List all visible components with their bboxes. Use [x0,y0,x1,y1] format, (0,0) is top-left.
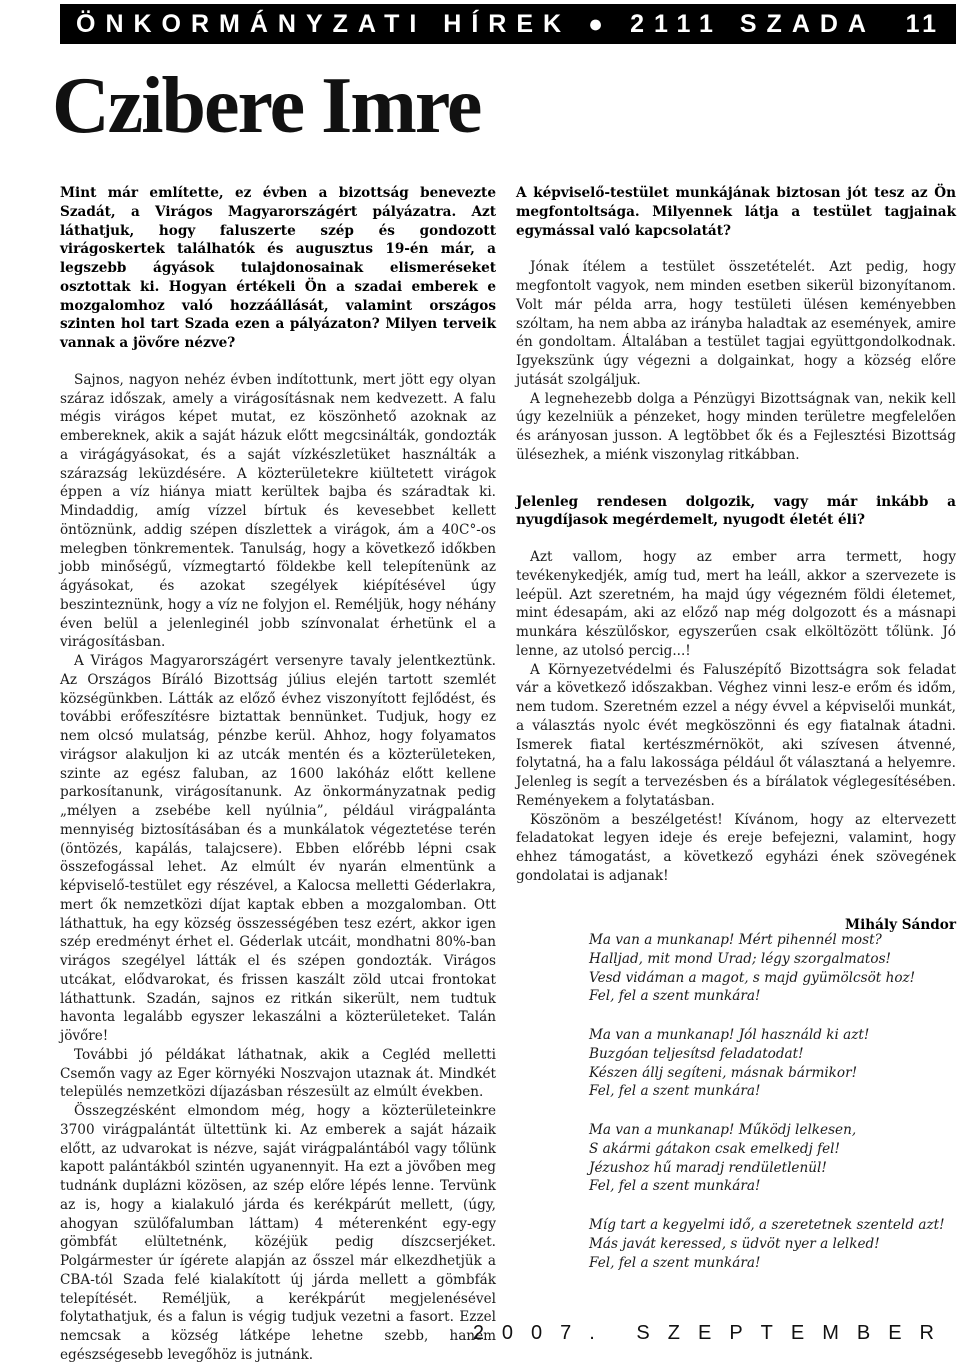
author-signature: Mihály Sándor [845,916,956,933]
poem-line: Ma van a munkanap! Jól használd ki azt! [589,1027,870,1043]
body-paragraph: A Környezetvédelmi és Faluszépítő Bizottságra sok feladat vár a következő időszakban. Véghez vinni lesz-e erőm és időm, nem tudom. Szeretném ezzel a négy évvel a képviselői munkát, a választás nyolc évét megköszönni és egy fiatalnak átadni. Ismerek fiatal kertészmérnököt, aki szívesen átvenné, folytatná, ha a falu lakossága például őt választaná a helyemre. Jelenleg is segít a tervezésben és a bírálatok véglegesítésében. Reményekem a folytatásban. [516,661,956,809]
body-paragraph: Jónak ítélem a testület összetételét. Azt pedig, hogy megfontolt vagyok, nem minden esetben sikerül bizonyítanom. Volt már példa arra, hogy testületi ülésen keményebben szóltam, ha nem abba az irányba haladtak az események, amire én gondoltam. Általában a testület tagjai együttgondolkodnak. Igyekszünk úgy végezni a dolgainkat, hogy a község előre jutását szolgáljuk. [516,259,956,388]
body-paragraph: További jó példákat láthatnak, akik a Cegléd melletti Csemőn vagy az Eger környéki Noszvajon utaznak át. Mindkét település nemzetközi díjazásban részesült az elmúlt években. [60,1046,496,1101]
interview-question: A képviselő-testület munkájának biztosan jót tesz az Ön megfontoltsága. Milyennek látja a testület tagjainak egymással való kapcsolatát? [516,185,956,239]
poem-line: Készen állj segíteni, másnak bármikor! [589,1064,858,1081]
body-paragraph: A legnehezebb dolga a Pénzügyi Bizottságnak van, nekik kell úgy kezelniük a pénzeket, hogy minden területre megfelelően és arányosan jusson. A legtöbbet ők és a Fejlesztési Bizottság ülésezhek, a miénk viszonylag ritkábban. [516,390,956,463]
hymn-poem [589,931,949,1292]
poem-line: Vesd vidáman a magot, s majd gyümölcsöt hoz! [589,969,916,986]
body-paragraph: Összegzésként elmondom még, hogy a közterületeinkre 3700 virágpalántát ültettünk ki. Az emberek a saját házaik előtt, az udvarokat is nézve, saját virágpalántából vagy tőlünk kapott palántákból szintén ugyanennyit. Ha ezt a jövőben meg tudnánk duplázni közösen, az szép előre lépés lenne. Tervünk az is, hogy a kialakuló járda és kerékpárút mellett, (úgy, ahogyan szülőfalumban láttam) 4 méterenként egy-egy gömbfát elültetnénk, közéjük pedig díszcserjéket. Polgármester úr ígérete alapján az ősszel már elkezdhetjük a CBA-tól Szada felé kialakított új járda mellett a gömbfák telepítését. Reméljük, a kerékpárút megjelenésével folytathatjuk, és a falun is végig tudjuk vezetni a fasort. Ezzel nemcsak a község látképe lehetne szebb, hanem egészségesebb levegőhöz is jutnánk. [60,1103,496,1363]
interview-question: Mint már említette, ez évben a bizottság benevezte Szadát, a Virágos Magyarországért pályázatra. Azt láthatjuk, hogy faluszerte szép és gondozott virágoskertek találhatók és augusztus 19-én már, a legszebb ágyások tulajdonosainak elismeréseket osztottak ki. Hogyan értékeli Ön a szadai emberek e mozgalomhoz való hozzáállását, valamint országos szinten hol tart Szada ezen a pályázaton? Milyen terveik vannak a jövőre nézve? [60,185,496,351]
left-column [60,184,496,1365]
poem-line: Fel, fel a szent munkára! [589,1083,761,1100]
poem-line: Fel, fel a szent munkára! [589,988,761,1005]
body-paragraph: Köszönöm a beszélgetést! Kívánom, hogy az eltervezett feladatokat legyen ideje és ereje befejezni, valamint, hogy ehhez támogatást, a következő egyházi ének szövegének gondolatai is adjanak! [516,811,956,884]
issue-date-footer: 2007. SZEPTEMBER [472,1322,952,1344]
article-title: Czibere Imre [52,62,481,150]
interview-question: Jelenleg rendesen dolgozik, vagy már inkább a nyugdíjasok megérdemelt, nyugodt életét éli? [516,493,956,529]
poem-line: Fel, fel a szent munkára! [589,1254,761,1271]
poem-line: Ma van a munkanap! Mért pihennél most? [589,932,882,948]
body-paragraph: A Virágos Magyarországért versenyre tavaly jelentkeztünk. Az Országos Bíráló Bizottság július elején tartott szemlét községünkben. Látták az előző évhez viszonyított fejlődést, és további erőfeszítésre biztattak bennünket. Tudjuk, hogy ez nem olcsó mulatság, pénzbe kerül. Ahhoz, hogy folyamatos virágsor alakuljon ki az utcák mentén és a közterületeken, szinte az egész faluban, az 1600 lakóház előtt kellene parkosítanunk, virágosítanunk. Az önkormányzatnak pedig „mélyen a zsebébe kell nyúlnia”, például virágpalánta mennyiség biztosításában és a munkálatok végeztetése terén (öntözés, kapálás, talajcsere). Ebben előrébb lépni csak összefogással lehet. Az elmúlt év nyarán elmentünk a képviselő-testület egy részével, a Kalocsa melletti Géderlakra, mert ők nemzetközi díjat kaptak ebben a mozgalomban. Ott láthattuk, ha egy község összességében tesz ezért, akkor igen szép eredményt érhet el. Géderlak utcáit, mondhatni 80%-ban virágos szegélyel látták el és szépen gondozták. Virágos utcákat, elődvarokat, és frissen kaszált zöld utcai frontokat láthattunk. Szadán, sajnos ez ritkán sikerült, nem tudtuk havonta legalább egyszer lekaszálni a közterületeket. Talán jövőre! [60,653,496,1044]
body-paragraph: Azt vallom, hogy az ember arra termett, hogy tevékenykedjék, amíg tud, mert ha leáll, akkor a szervezete is leépül. Azt szeretném, ha majd úgy végezném földi életemet, mint édesapám, aki az előző nap még dolgozott és a másnapi munkára készülőskor, egyszerűen csak elköltözött tőlünk. Jó lenne, az utolsó percig...! [516,549,956,659]
right-column-body [516,184,956,886]
poem-line: Míg tart a kegyelmi idő, a szeretetnek szenteld azt! [589,1217,945,1233]
poem-stanza [589,1121,949,1196]
body-paragraph: Sajnos, nagyon nehéz évben indítottunk, mert jött egy olyan száraz időszak, amely a virágosításnak nem kedvezett. A falu mégis virágos képet mutat, ez köszönhető azoknak az embereknek, akik a saját házuk előtt megcsinálták, gondozták a virágágyásokat, és a saját vízkészletüket használták a szárazság leküzdésére. A közterületekre kiültetett virágok éppen a víz hiánya miatt kerültek bajba és száradtak ki. Mindaddig, amíg vízzel bírtuk és kevesebbet kellett öntöznünk, addig szépen díszlettek a virágok, ám a 40C°-os melegben tönkrementek. Tanulság, hogy a következő időkben jobb minőségű, vízmegtartó földekbe kell telepítenünk az ágyásokat, és azokat szegélyek kiépítésével úgy beszinteznünk, hogy a víz ne folyjon el. Reméljük, hogy néhány éven belül a jelenleginél jobb színvonalat érhetünk el a virágosításban. [60,371,496,651]
poem-stanza [589,1216,949,1272]
page-header-bar [60,4,956,44]
poem-stanza [589,1026,949,1101]
page-number: 11 [905,9,940,38]
poem-line: Jézushoz hű maradj rendületlenül! [589,1159,827,1176]
poem-line: Halljad, mit mond Urad; légy szorgalmatos! [589,950,892,967]
poem-line: Más javát keressed, s üdvöt nyer a lelked! [589,1235,880,1252]
poem-line: Ma van a munkanap! Működj lelkesen, [589,1122,857,1138]
poem-stanza [589,931,949,1006]
poem-line: Buzgóan teljesítsd feladatodat! [589,1045,804,1062]
right-column [516,184,956,934]
poem-line: Fel, fel a szent munkára! [589,1178,761,1195]
poem-line: S akármi gátakon csak emelkedj fel! [589,1140,840,1157]
header-section-title: ÖNKORMÁNYZATI HÍREK ● 2111 SZADA [76,9,876,38]
